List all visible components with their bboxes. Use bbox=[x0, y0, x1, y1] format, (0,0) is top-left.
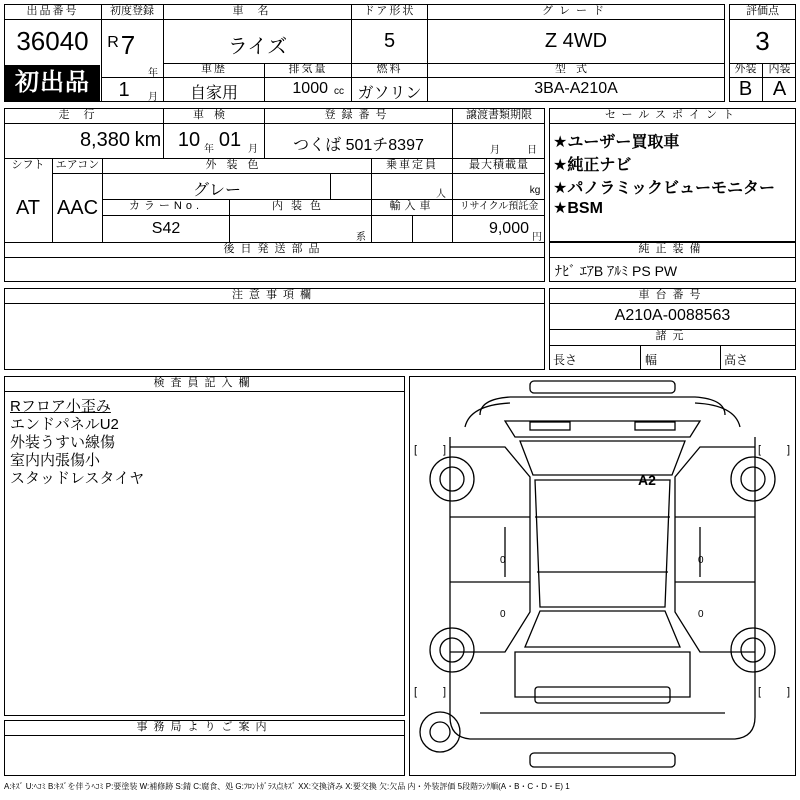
grade-label: グレード bbox=[542, 5, 610, 17]
interior-grade-label: 内装 bbox=[768, 63, 791, 75]
damage-diagram bbox=[409, 376, 796, 776]
shift-label: シフト bbox=[11, 159, 45, 171]
history-label: 車歴 bbox=[201, 63, 227, 75]
inspection-month: 01 bbox=[218, 129, 242, 151]
car-name-label: 車名 bbox=[232, 5, 283, 17]
inspector-note: Rフロア小歪み bbox=[10, 398, 111, 415]
inspection-month-unit: 月 bbox=[248, 144, 258, 155]
model: 3BA-A210A bbox=[534, 80, 618, 97]
svg-text:0: 0 bbox=[500, 555, 506, 566]
capacity-unit: 人 bbox=[436, 189, 446, 200]
svg-text:[: [ bbox=[758, 686, 762, 698]
color-number-label: カラーNo. bbox=[128, 200, 204, 212]
svg-text:0: 0 bbox=[500, 609, 506, 620]
first-registration-month: 1 bbox=[118, 79, 130, 101]
shift: AT bbox=[15, 197, 41, 219]
recycle-fee-unit: 円 bbox=[532, 232, 542, 243]
inspector-note: エンドパネルU2 bbox=[10, 416, 119, 433]
svg-text:[: [ bbox=[758, 444, 762, 456]
exterior-color-label: 外装色 bbox=[205, 159, 269, 171]
height-label: 高さ bbox=[724, 353, 749, 367]
score: 3 bbox=[755, 26, 770, 56]
svg-text:[: [ bbox=[414, 686, 418, 698]
displacement-unit: cc bbox=[334, 86, 344, 97]
import-label: 輸入車 bbox=[389, 200, 435, 212]
inspector-label: 検査員記入欄 bbox=[153, 377, 256, 389]
office-label: 事務局よりご案内 bbox=[136, 721, 273, 733]
year-unit: 年 bbox=[148, 68, 158, 79]
first-registration-year: 7 bbox=[120, 30, 136, 60]
lot-number: 36040 bbox=[16, 26, 89, 56]
max-load-label: 最大積載量 bbox=[469, 159, 529, 171]
genuine-equipment-label: 純正装備 bbox=[638, 243, 707, 255]
mileage-label: 走行 bbox=[58, 109, 109, 121]
model-label: 型式 bbox=[555, 63, 597, 75]
recycle-label: リサイクル預託金 bbox=[459, 201, 539, 212]
genuine-equipment: ﾅﾋﾞ ｴｱB ｱﾙﾐ PS PW bbox=[555, 263, 678, 279]
aircon: AAC bbox=[56, 197, 99, 219]
inspection-year-unit: 年 bbox=[204, 144, 214, 155]
svg-text:]: ] bbox=[443, 686, 447, 698]
svg-text:0: 0 bbox=[698, 609, 704, 620]
inspection-year: 10 bbox=[177, 129, 201, 151]
inspector-note: 室内内張傷小 bbox=[10, 452, 101, 469]
svg-text:]: ] bbox=[787, 444, 791, 456]
interior-color-unit: 系 bbox=[356, 232, 366, 243]
displacement-label: 排気量 bbox=[288, 63, 328, 75]
score-label: 評価点 bbox=[746, 5, 779, 17]
damage-mark: A2 bbox=[638, 472, 656, 488]
svg-text:]: ] bbox=[787, 686, 791, 698]
later-parts-label: 後日発送部品 bbox=[223, 243, 326, 255]
aircon-label: エアコン bbox=[55, 159, 100, 171]
transfer-deadline-label: 譲渡書類期限 bbox=[466, 109, 532, 121]
notes-label: 注意事項欄 bbox=[232, 289, 317, 301]
damage-legend: A:ｷｽﾞ U:ﾍｺﾐ B:ｷｽﾞを伴うﾍｺﾐ P:要塗装 W:補修跡 S:錆 C:腐食、処 G:ﾌﾛﾝﾄｶﾞﾗｽ点ｷｽﾞ XX:交換済み X:要交換 欠:欠品 内・外装評価 5段階ﾗﾝｸ順(A・B・C・D・E) 1 bbox=[4, 782, 570, 791]
lot-number-label: 出品番号 bbox=[26, 5, 79, 17]
inspector-note: スタッドレスタイヤ bbox=[10, 470, 145, 487]
era: R bbox=[107, 34, 119, 51]
interior-color-label: 内装色 bbox=[272, 200, 329, 212]
sales-point-item: ★ユーザー買取車 bbox=[553, 134, 680, 151]
sales-point-item: ★BSM bbox=[553, 200, 603, 217]
sales-points-label: セールスポイント bbox=[604, 109, 740, 121]
capacity-label: 乗車定員 bbox=[386, 159, 438, 171]
inspection-label: 車検 bbox=[193, 109, 235, 121]
mileage-unit: km bbox=[134, 129, 162, 151]
registration-label: 登録番号 bbox=[324, 109, 393, 121]
grade: Z 4WD bbox=[544, 30, 608, 52]
car-outline-diagram bbox=[410, 377, 795, 775]
exterior-color: グレー bbox=[192, 182, 241, 199]
length-label: 長さ bbox=[553, 353, 578, 367]
color-number: S42 bbox=[151, 220, 181, 237]
first-listing-badge: 初出品 bbox=[5, 65, 100, 101]
month-unit: 月 bbox=[148, 92, 158, 103]
width-label: 幅 bbox=[645, 353, 658, 367]
exterior-grade-label: 外装 bbox=[734, 63, 757, 75]
exterior-grade: B bbox=[738, 78, 753, 100]
sales-point-item: ★パノラミックビューモニター bbox=[553, 180, 776, 197]
displacement: 1000 bbox=[292, 80, 328, 97]
fuel: ガソリン bbox=[357, 85, 422, 102]
sales-point-item: ★純正ナビ bbox=[553, 157, 632, 174]
transfer-day-unit: 日 bbox=[527, 145, 537, 156]
history: 自家用 bbox=[189, 85, 238, 102]
svg-text:[: [ bbox=[414, 444, 418, 456]
svg-text:]: ] bbox=[443, 444, 447, 456]
chassis-number: A210A-0088563 bbox=[614, 307, 731, 324]
max-load-unit: kg bbox=[529, 185, 541, 196]
specs-label: 諸元 bbox=[655, 330, 690, 342]
door-type-label: ドア形状 bbox=[363, 5, 416, 17]
svg-text:0: 0 bbox=[698, 555, 704, 566]
car-name: ライズ bbox=[227, 36, 288, 58]
registration-number: つくば 501チ8397 bbox=[293, 137, 424, 154]
first-registration-label: 初度登録 bbox=[110, 5, 154, 17]
chassis-number-label: 車台番号 bbox=[638, 289, 707, 301]
mileage: 8,380 bbox=[79, 129, 130, 151]
transfer-month-unit: 月 bbox=[490, 145, 500, 156]
recycle-fee: 9,000 bbox=[488, 220, 529, 237]
fuel-label: 燃料 bbox=[376, 63, 403, 75]
door-type: 5 bbox=[383, 30, 396, 52]
interior-grade: A bbox=[772, 78, 787, 100]
inspector-note: 外装うすい線傷 bbox=[10, 434, 116, 451]
